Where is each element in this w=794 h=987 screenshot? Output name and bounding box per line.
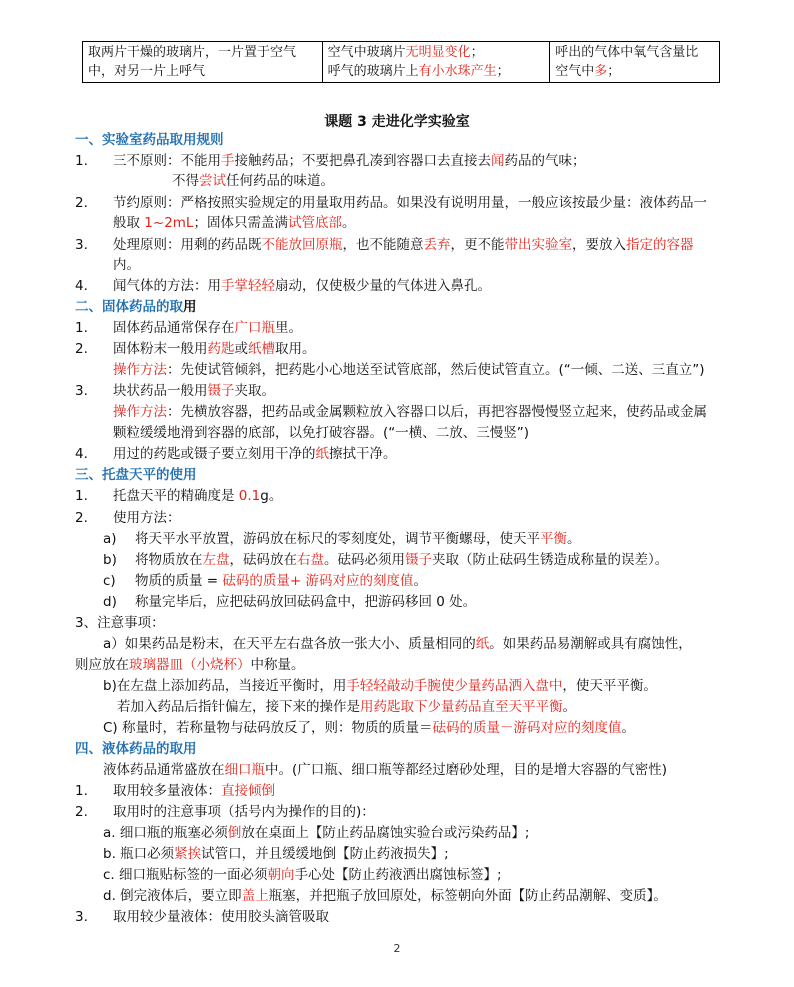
sub-item: c) 物质的质量 = 砝码的质量+ 游码对应的刻度值。 [103, 573, 428, 589]
table-cell-observation: 空气中玻璃片无明显变化； 呼气的玻璃片上有小水珠产生； [322, 42, 550, 83]
page-number: 2 [393, 942, 401, 955]
sub-item: a. 细口瓶的瓶塞必须倒放在桌面上【防止药品腐蚀实验台或污染药品】; [103, 825, 530, 841]
list-item: 2. 固体粉末一般用药匙或纸槽取用。 [75, 341, 316, 357]
heading-balance: 三、托盘天平的使用 [75, 467, 197, 483]
list-item: 1. 固体药品通常保存在广口瓶里。 [75, 320, 302, 336]
heading-solid: 二、固体药品的取用 [75, 299, 197, 315]
list-item-continued: 操作方法：先横放容器，把药品或金属颗粒放入容器口以后，再把容器慢慢竖立起来，使药品或金属 [113, 404, 707, 420]
heading-rules: 一、实验室药品取用规则 [75, 132, 224, 148]
section-title: 课题 3 走进化学实验室 [324, 114, 470, 130]
sub-item: d) 称量完毕后，应把砝码放回砝码盒中，把游码移回 0 处。 [103, 594, 477, 610]
list-item-continued: 不得尝试任何药品的味道。 [172, 173, 334, 189]
list-item-continued: 般取 1~2mL；固体只需盖满试管底部。 [113, 215, 356, 231]
table-cell-procedure: 取两片干燥的玻璃片，一片置于空气 中，对另一片上呼气 [83, 42, 323, 83]
list-item: 1. 取用较多量液体：直接倾倒 [75, 783, 275, 799]
note-item: a）如果药品是粉末，在天平左右盘各放一张大小、质量相同的纸。如果药品易潮解或具有腐蚀性， [103, 636, 692, 652]
list-item-continued: 内。 [113, 257, 140, 273]
experiment-table [82, 41, 720, 83]
sub-item: c. 细口瓶贴标签的一面必须朝向手心处【防止药液洒出腐蚀标签】; [103, 867, 502, 883]
list-item-continued: 操作方法：先使试管倾斜，把药匙小心地送至试管底部，然后使试管直立。(“一倾、二送、三直立”) [113, 362, 705, 378]
note-item: C) 称量时，若称量物与砝码放反了，则：物质的质量＝砝码的质量－游码对应的刻度值。 [103, 720, 635, 736]
note-item-continued: 则应放在玻璃器皿（小烧杯）中称量。 [75, 657, 305, 673]
list-item: 3. 块状药品一般用镊子夹取。 [75, 383, 275, 399]
list-item: 2. 节约原则：严格按照实验规定的用量取用药品。如果没有说明用量，一般应该按最少量：液体药品一 [75, 195, 707, 211]
table-cell-conclusion: 呼出的气体中氧气含量比 空气中多； [550, 42, 720, 83]
list-item: 3. 处理原则：用剩的药品既不能放回原瓶，也不能随意丢弃，更不能带出实验室，要放入指定的容器 [75, 237, 694, 253]
paragraph: 液体药品通常盛放在细口瓶中。(广口瓶、细口瓶等都经过磨砂处理，目的是增大容器的气密性) [103, 762, 668, 778]
notes-heading: 3、注意事项： [75, 615, 165, 631]
list-item-continued: 颗粒缓缓地滑到容器的底部，以免打破容器。(“一横、二放、三慢竖”) [113, 425, 530, 441]
sub-item: d. 倒完液体后，要立即盖上瓶塞，并把瓶子放回原处，标签朝向外面【防止药品潮解、变质】。 [103, 888, 667, 904]
list-item: 2. 使用方法： [75, 510, 181, 526]
list-item: 2. 取用时的注意事项（括号内为操作的目的)： [75, 804, 375, 820]
heading-liquid: 四、液体药品的取用 [75, 741, 197, 757]
sub-item: a) 将天平水平放置，游码放在标尺的零刻度处，调节平衡螺母，使天平平衡。 [103, 531, 581, 547]
list-item: 1. 托盘天平的精确度是 0.1g。 [75, 488, 283, 504]
list-item: 3. 取用较少量液体：使用胶头滴管吸取 [75, 909, 329, 925]
table-row [83, 42, 720, 83]
list-item: 4. 闻气体的方法：用手掌轻轻扇动，仅使极少量的气体进入鼻孔。 [75, 278, 491, 294]
list-item: 4. 用过的药匙或镊子要立刻用干净的纸擦拭干净。 [75, 446, 397, 462]
sub-item: b) 将物质放在左盘，砝码放在右盘。砝码必须用镊子夹取（防止砝码生锈造成称量的误差）。 [103, 552, 669, 568]
list-item: 1. 三不原则：不能用手接触药品；不要把鼻孔凑到容器口去直接去闻药品的气味； [75, 153, 586, 169]
note-item: b)在左盘上添加药品，当接近平衡时，用手轻轻敲动手腕使少量药品洒入盘中，使天平平衡。 [103, 678, 657, 694]
sub-item: b. 瓶口必须紧挨试管口，并且缓缓地倒【防止药液损失】; [103, 846, 449, 862]
note-item-continued: 若加入药品后指针偏左，接下来的操作是用药匙取下少量药品直至天平平衡。 [117, 699, 576, 715]
